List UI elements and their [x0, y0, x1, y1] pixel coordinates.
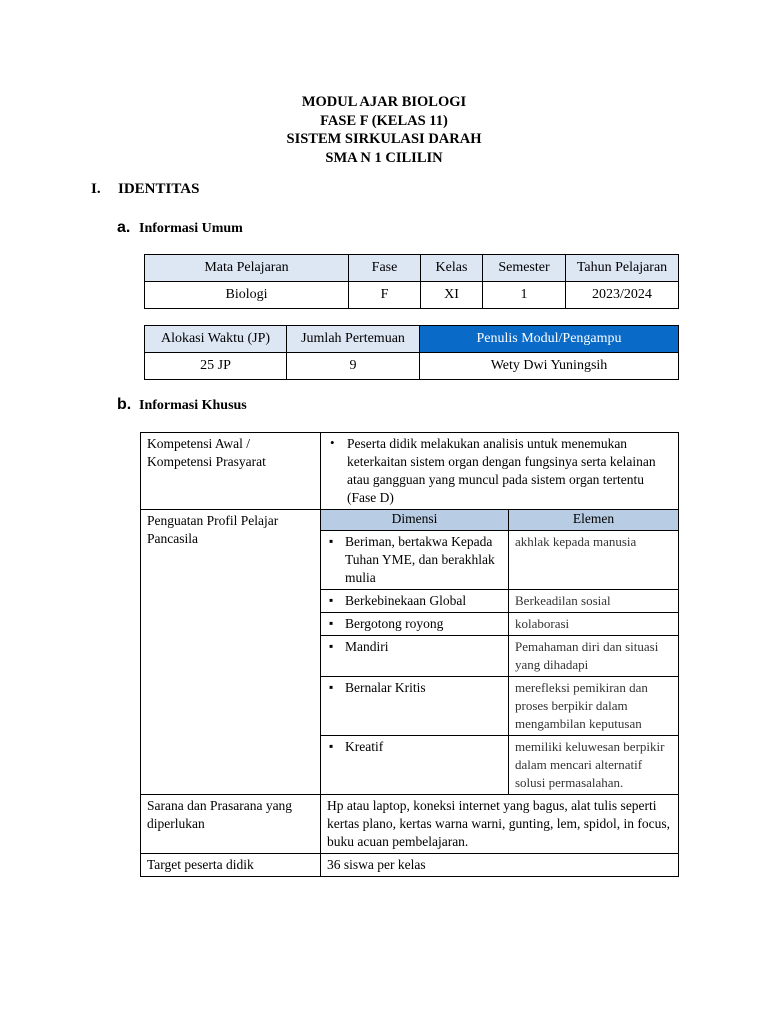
subheading-informasi-umum	[117, 219, 243, 237]
profil-row	[321, 613, 678, 636]
value-cell: 1	[483, 282, 566, 309]
table-row	[141, 795, 679, 854]
value-cell: 9	[287, 353, 420, 380]
header-cell: Tahun Pelajaran	[566, 255, 679, 282]
table-row	[141, 854, 679, 877]
subheading-letter: b.	[117, 396, 132, 413]
elemen-cell: kolaborasi	[509, 613, 679, 636]
document-title	[0, 93, 768, 167]
value-cell: Wety Dwi Yuningsih	[420, 353, 679, 380]
header-cell: Jumlah Pertemuan	[287, 326, 420, 353]
value-cell: 25 JP	[145, 353, 287, 380]
header-cell: Mata Pelajaran	[145, 255, 349, 282]
title-line-3: SISTEM SIRKULASI DARAH	[286, 131, 482, 147]
header-cell: Kelas	[421, 255, 483, 282]
sarana-label: Sarana dan Prasarana yang diperlukan	[141, 795, 321, 854]
allocation-table	[144, 325, 679, 380]
profil-row	[321, 531, 678, 590]
profil-label: Penguatan Profil Pelajar Pancasila	[141, 510, 321, 795]
value-cell: Biologi	[145, 282, 349, 309]
header-cell: Semester	[483, 255, 566, 282]
target-text: 36 siswa per kelas	[321, 854, 679, 877]
elemen-cell: merefleksi pemikiran dan proses berpikir dalam mengambilan keputusan	[509, 677, 679, 736]
profil-header-row	[321, 510, 678, 531]
table-header-row	[145, 326, 679, 353]
profil-table	[321, 510, 678, 794]
dimensi-cell: ▪ Mandiri	[321, 636, 509, 677]
dimensi-cell: ▪ Bernalar Kritis	[321, 677, 509, 736]
profil-row	[321, 590, 678, 613]
title-line-4: SMA N 1 CILILIN	[325, 149, 443, 166]
table-row	[145, 282, 679, 309]
section-title: IDENTITAS	[118, 181, 200, 197]
table-row	[141, 510, 679, 795]
kompetensi-text: • Peserta didik melakukan analisis untuk menemukan keterkaitan sistem organ dengan fungsinya serta kelainan atau gangguan yang muncul pada sistem organ tertentu (Fase D)	[321, 433, 678, 509]
dimensi-cell: ▪ Bergotong royong	[321, 613, 509, 636]
elemen-cell: Berkeadilan sosial	[509, 590, 679, 613]
elemen-cell: Pemahaman diri dan situasi yang dihadapi	[509, 636, 679, 677]
sarana-text: Hp atau laptop, koneksi internet yang bagus, alat tulis seperti kertas plano, kertas warna warni, gunting, lem, spidol, in focus, buku acuan pembelajaran.	[321, 795, 679, 854]
section-heading-identitas	[91, 181, 199, 198]
kompetensi-cell	[321, 433, 679, 510]
kompetensi-label: Kompetensi Awal / Kompetensi Prasyarat	[141, 433, 321, 510]
header-cell: Fase	[349, 255, 421, 282]
table-row	[145, 353, 679, 380]
dimensi-cell: ▪ Berkebinekaan Global	[321, 590, 509, 613]
dimensi-cell: ▪ Kreatif	[321, 736, 509, 795]
profil-cell	[321, 510, 679, 795]
subheading-letter: a.	[117, 219, 131, 236]
profil-header-dimensi: Dimensi	[321, 510, 509, 531]
elemen-cell: memiliki keluwesan berpikir dalam mencari alternatif solusi permasalahan.	[509, 736, 679, 795]
elemen-cell: akhlak kepada manusia	[509, 531, 679, 590]
target-label: Target peserta didik	[141, 854, 321, 877]
table-header-row	[145, 255, 679, 282]
subheading-informasi-khusus	[117, 396, 247, 414]
title-line-1: MODUL AJAR BIOLOGI	[301, 94, 467, 110]
title-line-2: FASE F (KELAS 11)	[320, 112, 448, 129]
subheading-title: Informasi Umum	[139, 221, 243, 236]
value-cell: XI	[421, 282, 483, 309]
special-info-table	[140, 432, 679, 877]
header-cell: Alokasi Waktu (JP)	[145, 326, 287, 353]
value-cell: 2023/2024	[566, 282, 679, 309]
table-row	[141, 433, 679, 510]
section-number: I.	[91, 181, 101, 197]
subheading-title: Informasi Khusus	[139, 398, 247, 413]
profil-row	[321, 677, 678, 736]
dimensi-cell: ▪ Beriman, bertakwa Kepada Tuhan YME, dan berakhlak mulia	[321, 531, 509, 590]
general-info-table	[144, 254, 679, 309]
profil-header-elemen: Elemen	[509, 510, 679, 531]
header-cell-highlight: Penulis Modul/Pengampu	[420, 326, 679, 353]
profil-row	[321, 636, 678, 677]
profil-row	[321, 736, 678, 795]
value-cell: F	[349, 282, 421, 309]
